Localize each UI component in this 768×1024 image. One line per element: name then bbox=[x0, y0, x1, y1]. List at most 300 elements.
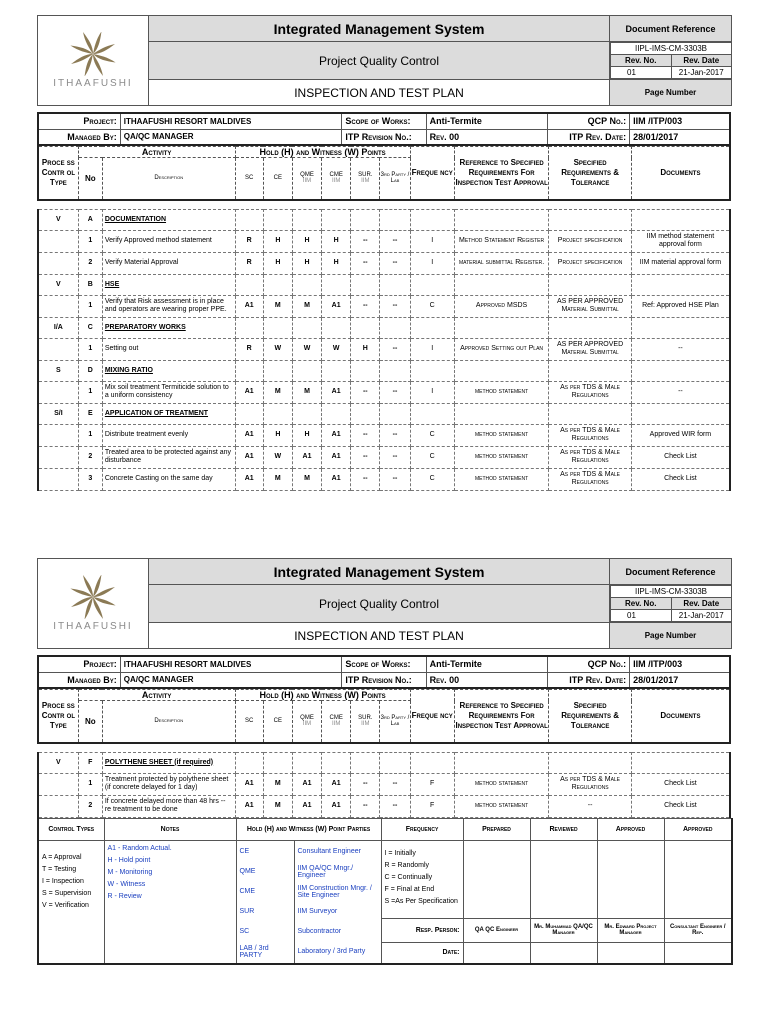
item-documents: -- bbox=[631, 381, 730, 403]
col-reference: Reference to Specified Requirements For Inspection Test Approval bbox=[454, 147, 549, 200]
empty-cell bbox=[549, 274, 631, 295]
point-third: -- bbox=[380, 252, 410, 274]
point-sur: -- bbox=[351, 795, 380, 817]
empty-cell bbox=[292, 209, 321, 230]
point-qme: A1 bbox=[292, 795, 321, 817]
item-tolerance: As per TDS & Male Regulations bbox=[549, 424, 631, 446]
point-qme: M bbox=[292, 295, 321, 317]
empty-cell bbox=[292, 360, 321, 381]
point-cme: A1 bbox=[322, 795, 351, 817]
prepared-signature bbox=[463, 840, 530, 919]
item-no: 1 bbox=[78, 230, 102, 252]
project-label: Project: bbox=[38, 113, 120, 129]
party-name: IIM Surveyor bbox=[297, 908, 338, 915]
section-title: PREPARATORY WORKS bbox=[102, 317, 235, 338]
item-frequency: F bbox=[410, 773, 454, 795]
point-qme: H bbox=[292, 230, 321, 252]
empty-cell bbox=[380, 274, 410, 295]
empty-cell bbox=[351, 360, 380, 381]
point-sur: -- bbox=[351, 773, 380, 795]
empty-cell bbox=[263, 317, 292, 338]
empty-cell bbox=[235, 274, 263, 295]
rev-block bbox=[610, 42, 732, 80]
control-type-cell bbox=[38, 252, 78, 274]
control-type-item: V = Verification bbox=[42, 901, 89, 909]
approved-signature-2 bbox=[664, 840, 732, 919]
control-type-item: A = Approval bbox=[42, 853, 82, 861]
itp-rows-page-1 bbox=[37, 209, 731, 491]
item-description: Verify Approved method statement bbox=[102, 230, 235, 252]
legend-approved-header-2: Approved bbox=[664, 818, 732, 840]
section-letter: E bbox=[78, 403, 102, 424]
item-reference: Approved Setting out Plan bbox=[454, 338, 549, 360]
item-tolerance: Project specification bbox=[549, 252, 631, 274]
section-title: APPLICATION OF TREATMENT bbox=[102, 403, 235, 424]
point-sur: H bbox=[351, 338, 380, 360]
col-process-type: Proce ss Contr ol Type bbox=[38, 147, 78, 200]
control-type: V bbox=[38, 209, 78, 230]
point-sc: A1 bbox=[235, 424, 263, 446]
table-row bbox=[38, 338, 730, 360]
item-reference: Approved MSDS bbox=[454, 295, 549, 317]
empty-cell bbox=[631, 752, 730, 773]
item-description: Verify Material Approval bbox=[102, 252, 235, 274]
section-letter: D bbox=[78, 360, 102, 381]
item-description: Concrete Casting on the same day bbox=[102, 468, 235, 490]
rev-date-label: Rev. Date bbox=[671, 55, 732, 67]
table-row bbox=[38, 230, 730, 252]
col-sur: SUR. IIM bbox=[351, 701, 380, 743]
item-tolerance: AS PER APPROVED Material Submittal bbox=[549, 338, 631, 360]
logo-cell bbox=[38, 559, 149, 649]
frequency-item: R = Randomly bbox=[384, 861, 430, 869]
empty-cell bbox=[263, 274, 292, 295]
point-third: -- bbox=[380, 424, 410, 446]
point-third: -- bbox=[380, 446, 410, 468]
control-type: V bbox=[38, 752, 78, 773]
itp-date-label: ITP Rev. Date: bbox=[547, 129, 629, 145]
doc-ref-value: IIPL-IMS-CM-3303B bbox=[611, 586, 732, 598]
point-sc: A1 bbox=[235, 468, 263, 490]
point-cme: A1 bbox=[322, 424, 351, 446]
itp-rev-value: Rev. 00 bbox=[426, 129, 547, 145]
item-description: Setting out bbox=[102, 338, 235, 360]
item-reference: method statement bbox=[454, 446, 549, 468]
col-description: Description bbox=[102, 701, 235, 743]
empty-cell bbox=[549, 403, 631, 424]
empty-cell bbox=[235, 209, 263, 230]
doc-title: INSPECTION AND TEST PLAN bbox=[149, 623, 610, 649]
empty-cell bbox=[410, 209, 454, 230]
point-sur: -- bbox=[351, 468, 380, 490]
point-qme: H bbox=[292, 424, 321, 446]
point-qme: A1 bbox=[292, 773, 321, 795]
col-qme: QME IIM bbox=[292, 701, 321, 743]
point-cme: H bbox=[322, 252, 351, 274]
party-name: Laboratory / 3rd Party bbox=[297, 948, 366, 955]
rev-date-label: Rev. Date bbox=[671, 598, 732, 610]
approved-by-1: Mr. Edward Project Manager bbox=[597, 919, 664, 942]
item-reference: method statement bbox=[454, 468, 549, 490]
table-row bbox=[38, 468, 730, 490]
approved-signature-1 bbox=[597, 840, 664, 919]
col-documents: Documents bbox=[631, 690, 730, 743]
point-sur: -- bbox=[351, 295, 380, 317]
item-documents: Approved WIR form bbox=[631, 424, 730, 446]
empty-cell bbox=[454, 752, 549, 773]
point-qme: W bbox=[292, 338, 321, 360]
empty-cell bbox=[263, 752, 292, 773]
item-description: Mix soil treatment Termiticide solution to a uniform consistency bbox=[102, 381, 235, 403]
frequency-item: C = Continually bbox=[384, 873, 433, 881]
table-row bbox=[38, 381, 730, 403]
empty-cell bbox=[263, 360, 292, 381]
empty-cell bbox=[235, 403, 263, 424]
item-no: 1 bbox=[78, 424, 102, 446]
col-cme: CME IIM bbox=[322, 701, 351, 743]
managed-label: Managed By: bbox=[38, 672, 120, 688]
point-ce: M bbox=[263, 381, 292, 403]
itp-date-value: 28/01/2017 bbox=[630, 129, 730, 145]
section-letter: C bbox=[78, 317, 102, 338]
empty-cell bbox=[454, 209, 549, 230]
page-number-label: Page Number bbox=[610, 80, 732, 106]
empty-cell bbox=[549, 360, 631, 381]
legend-table bbox=[37, 818, 733, 965]
section-row bbox=[38, 752, 730, 773]
scope-label: Scope of Works: bbox=[342, 656, 426, 672]
point-cme: A1 bbox=[322, 381, 351, 403]
col-no: No bbox=[78, 158, 102, 200]
document-header-2 bbox=[37, 558, 732, 649]
frequency-item: S =As Per Specification bbox=[384, 897, 458, 905]
empty-cell bbox=[410, 403, 454, 424]
empty-cell bbox=[351, 274, 380, 295]
point-ce: M bbox=[263, 295, 292, 317]
empty-cell bbox=[410, 752, 454, 773]
col-hold-witness: Hold (H) and Witness (W) Points bbox=[235, 690, 410, 701]
party-code: QME bbox=[239, 868, 256, 875]
resp-person-label: Resp. Person: bbox=[381, 919, 463, 942]
control-type-item: S = Supervision bbox=[42, 889, 92, 897]
empty-cell bbox=[322, 403, 351, 424]
party-code: CME bbox=[239, 888, 256, 895]
item-frequency: C bbox=[410, 295, 454, 317]
approved-date-1 bbox=[597, 942, 664, 963]
legend-control-types-header: Control Types bbox=[38, 818, 104, 840]
doc-ref-label: Document Reference bbox=[610, 16, 732, 42]
point-ce: M bbox=[263, 795, 292, 817]
company-logo-icon bbox=[63, 32, 123, 76]
point-cme: A1 bbox=[322, 468, 351, 490]
point-qme: M bbox=[292, 468, 321, 490]
empty-cell bbox=[351, 317, 380, 338]
empty-cell bbox=[454, 274, 549, 295]
doc-title: INSPECTION AND TEST PLAN bbox=[149, 80, 610, 106]
party-code: SC bbox=[239, 928, 250, 935]
rev-no-label: Rev. No. bbox=[611, 598, 672, 610]
doc-ref-value: IIPL-IMS-CM-3303B bbox=[611, 43, 732, 55]
qcp-value: IIM /ITP/003 bbox=[630, 656, 730, 672]
control-type-cell bbox=[38, 468, 78, 490]
table-row bbox=[38, 424, 730, 446]
item-frequency: I bbox=[410, 252, 454, 274]
party-code: LAB / 3rd PARTY bbox=[239, 944, 269, 959]
empty-cell bbox=[454, 403, 549, 424]
empty-cell bbox=[631, 360, 730, 381]
section-row bbox=[38, 403, 730, 424]
item-description: Verify that Risk assessment is in place and operators are wearing proper PPE. bbox=[102, 295, 235, 317]
point-cme: W bbox=[322, 338, 351, 360]
item-no: 1 bbox=[78, 295, 102, 317]
table-row bbox=[38, 252, 730, 274]
legend-parties-header: Hold (H) and Witness (W) Point Parties bbox=[236, 818, 381, 840]
item-documents: IIM material approval form bbox=[631, 252, 730, 274]
empty-cell bbox=[322, 752, 351, 773]
rev-date-value: 21-Jan-2017 bbox=[671, 610, 732, 622]
point-third: -- bbox=[380, 795, 410, 817]
qcp-label: QCP No.: bbox=[547, 113, 629, 129]
doc-ref-label: Document Reference bbox=[610, 559, 732, 585]
point-sc: A1 bbox=[235, 446, 263, 468]
empty-cell bbox=[631, 209, 730, 230]
col-activity: Activity bbox=[78, 147, 235, 158]
scope-value: Anti-Termite bbox=[426, 113, 547, 129]
point-qme: H bbox=[292, 252, 321, 274]
item-no: 1 bbox=[78, 773, 102, 795]
point-third: -- bbox=[380, 295, 410, 317]
control-type: S/I bbox=[38, 403, 78, 424]
item-frequency: F bbox=[410, 795, 454, 817]
system-title: Integrated Management System bbox=[149, 16, 610, 42]
page-number-label: Page Number bbox=[610, 623, 732, 649]
legend-notes-header: Notes bbox=[104, 818, 236, 840]
section-row bbox=[38, 317, 730, 338]
control-type-cell bbox=[38, 295, 78, 317]
legend-party-codes bbox=[236, 840, 294, 964]
section-row bbox=[38, 274, 730, 295]
item-reference: Method Statement Register bbox=[454, 230, 549, 252]
party-code: CE bbox=[239, 848, 250, 855]
point-third: -- bbox=[380, 381, 410, 403]
point-third: -- bbox=[380, 338, 410, 360]
empty-cell bbox=[380, 317, 410, 338]
logo-text: ITHAAFUSHI bbox=[53, 621, 133, 632]
col-qme: QME IIM bbox=[292, 158, 321, 200]
reviewed-date bbox=[530, 942, 597, 963]
rev-no-value: 01 bbox=[611, 67, 672, 79]
empty-cell bbox=[351, 403, 380, 424]
empty-cell bbox=[235, 317, 263, 338]
empty-cell bbox=[322, 274, 351, 295]
point-sc: A1 bbox=[235, 795, 263, 817]
control-type: V bbox=[38, 274, 78, 295]
legend-party-names bbox=[294, 840, 381, 964]
frequency-item: I = Initially bbox=[384, 849, 416, 857]
legend-reviewed-header: Reviewed bbox=[530, 818, 597, 840]
item-reference: method statement bbox=[454, 424, 549, 446]
legend-notes bbox=[104, 840, 236, 964]
point-third: -- bbox=[380, 773, 410, 795]
party-name: IIM QA/QC Mngr./ Engineer bbox=[297, 864, 354, 879]
note-item: R - Review bbox=[107, 892, 142, 900]
control-type-cell bbox=[38, 230, 78, 252]
column-header-2 bbox=[37, 689, 731, 744]
point-ce: W bbox=[263, 338, 292, 360]
date-label: Date: bbox=[381, 942, 463, 963]
qcp-value: IIM /ITP/003 bbox=[630, 113, 730, 129]
section-row bbox=[38, 209, 730, 230]
item-no: 1 bbox=[78, 338, 102, 360]
legend-frequency-list bbox=[381, 840, 463, 919]
point-sc: R bbox=[235, 230, 263, 252]
item-reference: method statement bbox=[454, 381, 549, 403]
empty-cell bbox=[410, 317, 454, 338]
item-reference: method statement bbox=[454, 773, 549, 795]
section-title: DOCUMENTATION bbox=[102, 209, 235, 230]
item-no: 1 bbox=[78, 381, 102, 403]
itp-rev-label: ITP Revision No.: bbox=[342, 672, 426, 688]
col-sur: SUR. IIM bbox=[351, 158, 380, 200]
note-item: H - Hold point bbox=[107, 856, 151, 864]
item-frequency: C bbox=[410, 424, 454, 446]
reviewed-by: Mr. Muhammad QA/QC Manager bbox=[530, 919, 597, 942]
empty-cell bbox=[235, 752, 263, 773]
item-frequency: I bbox=[410, 338, 454, 360]
point-sc: R bbox=[235, 338, 263, 360]
table-row bbox=[38, 773, 730, 795]
itp-date-label: ITP Rev. Date: bbox=[547, 672, 629, 688]
point-sc: A1 bbox=[235, 381, 263, 403]
col-third-party: 3rd Party / Lab bbox=[380, 701, 410, 743]
item-tolerance: As per TDS & Male Regulations bbox=[549, 381, 631, 403]
party-code: SUR bbox=[239, 908, 255, 915]
section-letter: A bbox=[78, 209, 102, 230]
col-cme: CME IIM bbox=[322, 158, 351, 200]
control-type-cell bbox=[38, 424, 78, 446]
item-frequency: I bbox=[410, 230, 454, 252]
legend-control-types bbox=[38, 840, 104, 964]
point-sc: R bbox=[235, 252, 263, 274]
control-type-cell bbox=[38, 446, 78, 468]
rev-no-value: 01 bbox=[611, 610, 672, 622]
item-description: Treatment protected by polythene sheet (if concrete delayed for 1 day) bbox=[102, 773, 235, 795]
table-row bbox=[38, 446, 730, 468]
control-type: S bbox=[38, 360, 78, 381]
empty-cell bbox=[549, 752, 631, 773]
empty-cell bbox=[322, 317, 351, 338]
point-ce: W bbox=[263, 446, 292, 468]
point-sur: -- bbox=[351, 424, 380, 446]
section-title: POLYTHENE SHEET (if required) bbox=[102, 752, 235, 773]
col-no: No bbox=[78, 701, 102, 743]
point-ce: H bbox=[263, 424, 292, 446]
point-cme: A1 bbox=[322, 773, 351, 795]
empty-cell bbox=[380, 360, 410, 381]
item-tolerance: As per TDS & Male Regulations bbox=[549, 773, 631, 795]
item-frequency: C bbox=[410, 468, 454, 490]
col-tolerance: Specified Requirements & Tolerance bbox=[549, 690, 631, 743]
item-description: Treated area to be protected against any disturbance bbox=[102, 446, 235, 468]
control-type-item: T = Testing bbox=[42, 865, 77, 873]
managed-label: Managed By: bbox=[38, 129, 120, 145]
logo-text: ITHAAFUSHI bbox=[53, 78, 133, 89]
control-type-cell bbox=[38, 773, 78, 795]
point-ce: M bbox=[263, 468, 292, 490]
section-letter: B bbox=[78, 274, 102, 295]
rev-block bbox=[610, 585, 732, 623]
itp-page-1 bbox=[37, 15, 731, 491]
col-third-party: 3rd Party / Lab bbox=[380, 158, 410, 200]
empty-cell bbox=[380, 403, 410, 424]
point-sur: -- bbox=[351, 381, 380, 403]
empty-cell bbox=[631, 274, 730, 295]
point-third: -- bbox=[380, 468, 410, 490]
empty-cell bbox=[322, 360, 351, 381]
managed-value: QA/QC MANAGER bbox=[120, 129, 342, 145]
empty-cell bbox=[263, 403, 292, 424]
company-logo-icon bbox=[63, 575, 123, 619]
item-no: 2 bbox=[78, 446, 102, 468]
itp-date-value: 28/01/2017 bbox=[630, 672, 730, 688]
item-documents: Check List bbox=[631, 795, 730, 817]
col-reference: Reference to Specified Requirements For Inspection Test Approval bbox=[454, 690, 549, 743]
item-description: Distribute treatment evenly bbox=[102, 424, 235, 446]
project-info-2 bbox=[37, 655, 731, 689]
col-sc: SC bbox=[235, 701, 263, 743]
point-cme: A1 bbox=[322, 295, 351, 317]
qcp-label: QCP No.: bbox=[547, 656, 629, 672]
empty-cell bbox=[380, 209, 410, 230]
item-tolerance: Project specification bbox=[549, 230, 631, 252]
point-ce: H bbox=[263, 252, 292, 274]
empty-cell bbox=[292, 403, 321, 424]
item-no: 2 bbox=[78, 795, 102, 817]
section-letter: F bbox=[78, 752, 102, 773]
project-value: ITHAAFUSHI RESORT MALDIVES bbox=[120, 656, 342, 672]
control-type-cell bbox=[38, 338, 78, 360]
point-sc: A1 bbox=[235, 773, 263, 795]
prepared-by: QA QC Engineer bbox=[463, 919, 530, 942]
party-name: Consultant Engineer bbox=[297, 848, 361, 855]
col-frequency: Freque ncy bbox=[410, 147, 454, 200]
empty-cell bbox=[235, 360, 263, 381]
col-ce: CE bbox=[263, 158, 292, 200]
point-qme: M bbox=[292, 381, 321, 403]
item-reference: method statement bbox=[454, 795, 549, 817]
itp-rev-value: Rev. 00 bbox=[426, 672, 547, 688]
legend-prepared-header: Prepared bbox=[463, 818, 530, 840]
empty-cell bbox=[410, 274, 454, 295]
itp-page-2 bbox=[37, 558, 731, 965]
subtitle: Project Quality Control bbox=[149, 42, 610, 80]
empty-cell bbox=[454, 360, 549, 381]
scope-label: Scope of Works: bbox=[342, 113, 426, 129]
col-process-type: Proce ss Contr ol Type bbox=[38, 690, 78, 743]
subtitle: Project Quality Control bbox=[149, 585, 610, 623]
item-tolerance: -- bbox=[549, 795, 631, 817]
table-row bbox=[38, 795, 730, 817]
project-label: Project: bbox=[38, 656, 120, 672]
item-tolerance: As per TDS & Male Regulations bbox=[549, 468, 631, 490]
legend-approved-header-1: Approved bbox=[597, 818, 664, 840]
project-value: ITHAAFUSHI RESORT MALDIVES bbox=[120, 113, 342, 129]
logo-cell bbox=[38, 16, 149, 106]
document-header bbox=[37, 15, 732, 106]
item-documents: Check List bbox=[631, 773, 730, 795]
empty-cell bbox=[549, 317, 631, 338]
prepared-date bbox=[463, 942, 530, 963]
